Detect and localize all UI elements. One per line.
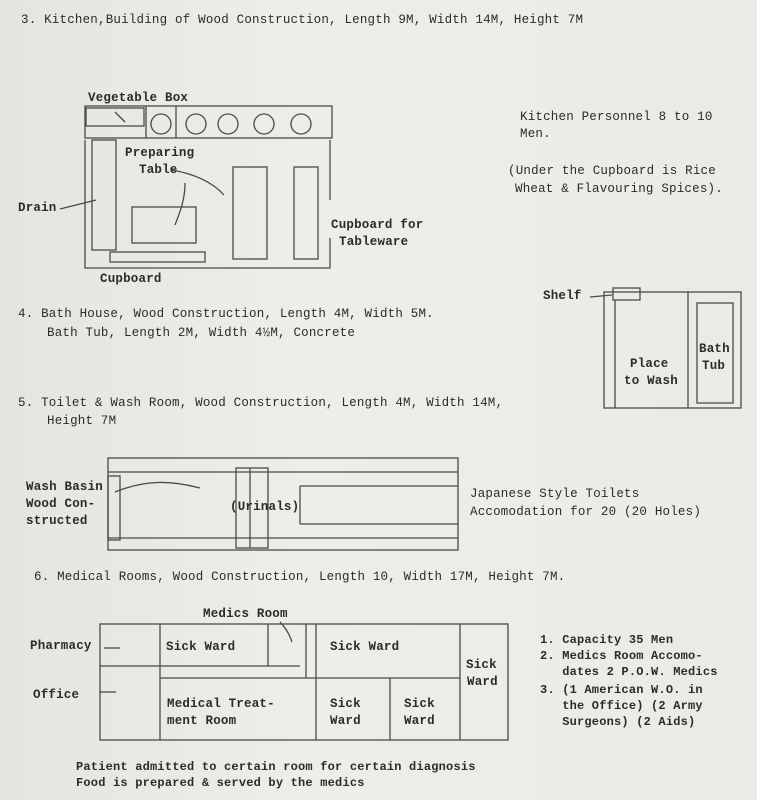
medical-note-3: 3. (1 American W.O. in xyxy=(540,683,703,697)
cupboard-contents-note: (Under the Cupboard is Rice xyxy=(508,164,716,178)
vegetable-box-label: Vegetable Box xyxy=(88,91,189,105)
kitchen-personnel-note-2: Men. xyxy=(520,127,551,141)
sick-ward-small-label-2: Ward xyxy=(404,714,435,728)
table-label: Table xyxy=(139,163,178,177)
bath-house-heading: 4. Bath House, Wood Construction, Length 4M, Width 5M. xyxy=(18,307,434,321)
treatment-room-label: Medical Treat- xyxy=(167,697,275,711)
stove-circle xyxy=(254,114,274,134)
japanese-toilets-note: Japanese Style Toilets xyxy=(470,487,640,501)
wash-basin-label: Wash Basin xyxy=(26,480,104,494)
medics-room-label: Medics Room xyxy=(203,607,288,621)
tub-label: Tub xyxy=(702,359,726,373)
kitchen-heading: 3. Kitchen,Building of Wood Construction, Length 9M, Width 14M, Height 7M xyxy=(21,13,584,27)
cupboard-label: Cupboard xyxy=(100,272,162,286)
office-label: Office xyxy=(33,688,80,702)
cupboard xyxy=(110,252,205,262)
medical-rooms-plan xyxy=(100,622,508,740)
accomodation-note: Accomodation for 20 (20 Holes) xyxy=(470,505,702,519)
sick-ward-right-label-2: Ward xyxy=(467,675,498,689)
sick-ward-small-label-2: Ward xyxy=(330,714,361,728)
bath-label: Bath xyxy=(699,342,730,356)
stove-circle xyxy=(291,114,311,134)
footer-note-1: Patient admitted to certain room for certain diagnosis xyxy=(76,760,476,774)
stove-circle xyxy=(186,114,206,134)
stove-circle xyxy=(151,114,171,134)
footer-note-2: Food is prepared & served by the medics xyxy=(76,776,365,790)
pharmacy-label: Pharmacy xyxy=(30,639,92,653)
sick-ward-right-label: Sick xyxy=(466,658,497,672)
to-wash-label: to Wash xyxy=(624,374,678,388)
cupboard-for-tableware xyxy=(294,167,318,259)
structed-label: structed xyxy=(26,514,88,528)
treatment-room-label-2: ment Room xyxy=(167,714,237,728)
sick-ward-label: Sick Ward xyxy=(330,640,400,654)
medical-building-outline xyxy=(100,624,508,740)
urinals-label: (Urinals) xyxy=(230,500,300,514)
sick-ward-small-label: Sick xyxy=(330,697,361,711)
place-label: Place xyxy=(630,357,669,371)
cupboard-for-label: Cupboard for xyxy=(331,218,424,232)
kitchen-plan xyxy=(60,106,332,268)
bath-tub-description: Bath Tub, Length 2M, Width 4½M, Concrete xyxy=(47,326,356,340)
wood-con-label: Wood Con- xyxy=(26,497,96,511)
medical-note-2: 2. Medics Room Accomo- xyxy=(540,649,703,663)
toilet-heading-2: Height 7M xyxy=(47,414,117,428)
medical-note-1: 1. Capacity 35 Men xyxy=(540,633,674,647)
stove-circle xyxy=(218,114,238,134)
medical-note-3c: Surgeons) (2 Aids) xyxy=(540,715,696,729)
medical-note-2b: dates 2 P.O.W. Medics xyxy=(540,665,718,679)
preparing-table xyxy=(132,207,196,243)
medical-heading: 6. Medical Rooms, Wood Construction, Length 10, Width 17M, Height 7M. xyxy=(34,570,566,584)
sick-ward-small-label: Sick xyxy=(404,697,435,711)
medical-note-3b: the Office) (2 Army xyxy=(540,699,703,713)
toilet-heading: 5. Toilet & Wash Room, Wood Construction, Length 4M, Width 14M, xyxy=(18,396,504,410)
drain-channel xyxy=(92,140,116,250)
sick-ward-label: Sick Ward xyxy=(166,640,236,654)
preparing-label: Preparing xyxy=(125,146,195,160)
kitchen-personnel-note: Kitchen Personnel 8 to 10 xyxy=(520,110,713,124)
kitchen-counter xyxy=(233,167,267,259)
kitchen-walls xyxy=(85,140,330,268)
vegetable-box-row xyxy=(85,106,332,138)
cupboard-contents-note-2: Wheat & Flavouring Spices). xyxy=(515,182,723,196)
tableware-label: Tableware xyxy=(339,235,409,249)
shelf-label: Shelf xyxy=(543,289,582,303)
shelf xyxy=(613,288,640,300)
vegetable-box xyxy=(86,108,144,126)
wash-basin xyxy=(108,476,120,540)
drain-label: Drain xyxy=(18,201,57,215)
